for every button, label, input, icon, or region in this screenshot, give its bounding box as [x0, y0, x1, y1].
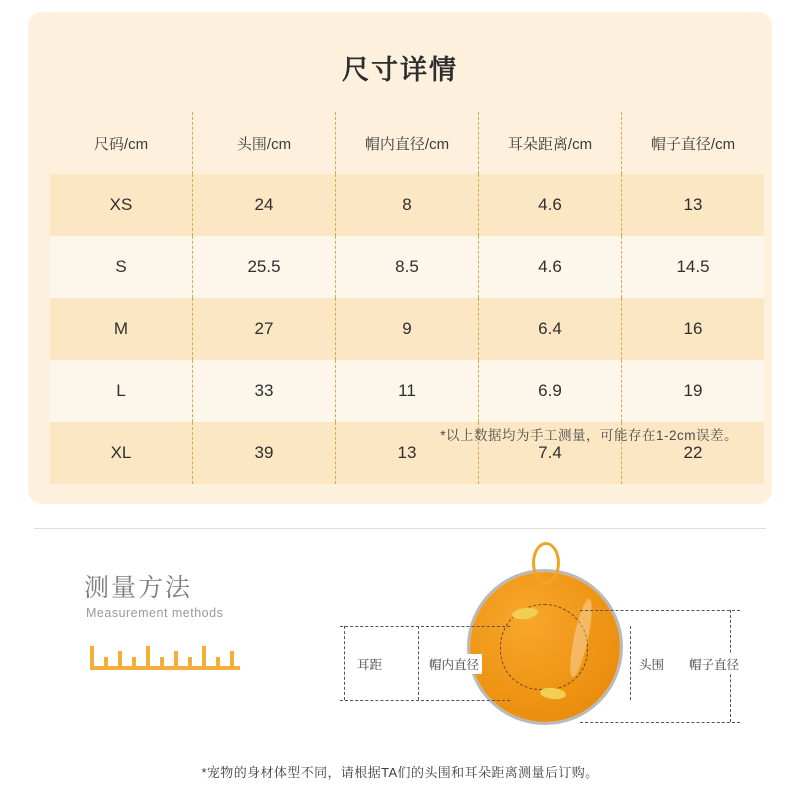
- table-header-row: [50, 112, 764, 174]
- measurement-section: [0, 540, 800, 800]
- size-detail-card: [28, 12, 772, 504]
- cell-head-circumference: 24: [193, 174, 336, 236]
- head-circumference-arrow: [630, 626, 631, 700]
- cell-ear-distance: 4.6: [479, 236, 622, 298]
- cell-inner-diameter: 13: [336, 422, 479, 484]
- cell-head-circumference: 25.5: [193, 236, 336, 298]
- measurement-diagram: [330, 550, 750, 750]
- cell-ear-distance: 6.4: [479, 298, 622, 360]
- cell-inner-diameter: 8.5: [336, 236, 479, 298]
- cell-size: S: [50, 236, 193, 298]
- size-table-head: [50, 112, 764, 174]
- table-row: [50, 360, 764, 422]
- ruler-icon: [90, 636, 240, 670]
- cell-size: L: [50, 360, 193, 422]
- cell-hat-diameter: 22: [622, 422, 765, 484]
- cell-hat-diameter: 16: [622, 298, 765, 360]
- column-header-head-circumference: 头围/cm: [193, 112, 336, 174]
- cell-hat-diameter: 13: [622, 174, 765, 236]
- cell-ear-distance: 6.9: [479, 360, 622, 422]
- cell-size: M: [50, 298, 193, 360]
- measurement-disclaimer: *以上数据均为手工测量，可能存在1-2cm误差。: [440, 428, 738, 443]
- column-header-size: 尺码/cm: [50, 112, 193, 174]
- label-inner-diameter: 帽内直径: [426, 654, 482, 674]
- cell-hat-diameter: 14.5: [622, 236, 765, 298]
- table-row: [50, 174, 764, 236]
- guide-line-top: [340, 626, 510, 627]
- ear-hole-right: [539, 687, 566, 701]
- measurement-title: 测量方法: [84, 574, 193, 602]
- table-row: [50, 298, 764, 360]
- column-header-inner-diameter: 帽内直径/cm: [336, 112, 479, 174]
- cell-size: XL: [50, 422, 193, 484]
- column-header-ear-distance: 耳朵距离/cm: [479, 112, 622, 174]
- table-row: [50, 236, 764, 298]
- cell-ear-distance: 7.4: [479, 422, 622, 484]
- cell-head-circumference: 39: [193, 422, 336, 484]
- section-divider: [34, 528, 766, 529]
- cell-hat-diameter: 19: [622, 360, 765, 422]
- inner-diameter-arrow: [418, 626, 419, 700]
- guide-line-bottom: [340, 700, 510, 701]
- cell-head-circumference: 27: [193, 298, 336, 360]
- ear-distance-arrow: [344, 626, 345, 700]
- cell-head-circumference: 33: [193, 360, 336, 422]
- label-hat-diameter: 帽子直径: [686, 654, 742, 674]
- label-head-circumference: 头围: [636, 654, 667, 674]
- column-header-hat-diameter: 帽子直径/cm: [650, 135, 736, 153]
- guide-line-right-top: [580, 610, 740, 611]
- cell-inner-diameter: 9: [336, 298, 479, 360]
- label-ear-distance: 耳距: [354, 654, 385, 674]
- purchase-note: *宠物的身材体型不同，请根据TA们的头围和耳朵距离测量后订购。: [201, 765, 599, 780]
- cell-size: XS: [50, 174, 193, 236]
- cell-inner-diameter: 11: [336, 360, 479, 422]
- guide-line-right-bottom: [580, 722, 740, 723]
- cell-ear-distance: 4.6: [479, 174, 622, 236]
- page-title: 尺寸详情: [342, 55, 458, 85]
- measurement-subtitle: Measurement methods: [86, 606, 224, 620]
- hat-loop: [532, 542, 560, 584]
- cell-inner-diameter: 8: [336, 174, 479, 236]
